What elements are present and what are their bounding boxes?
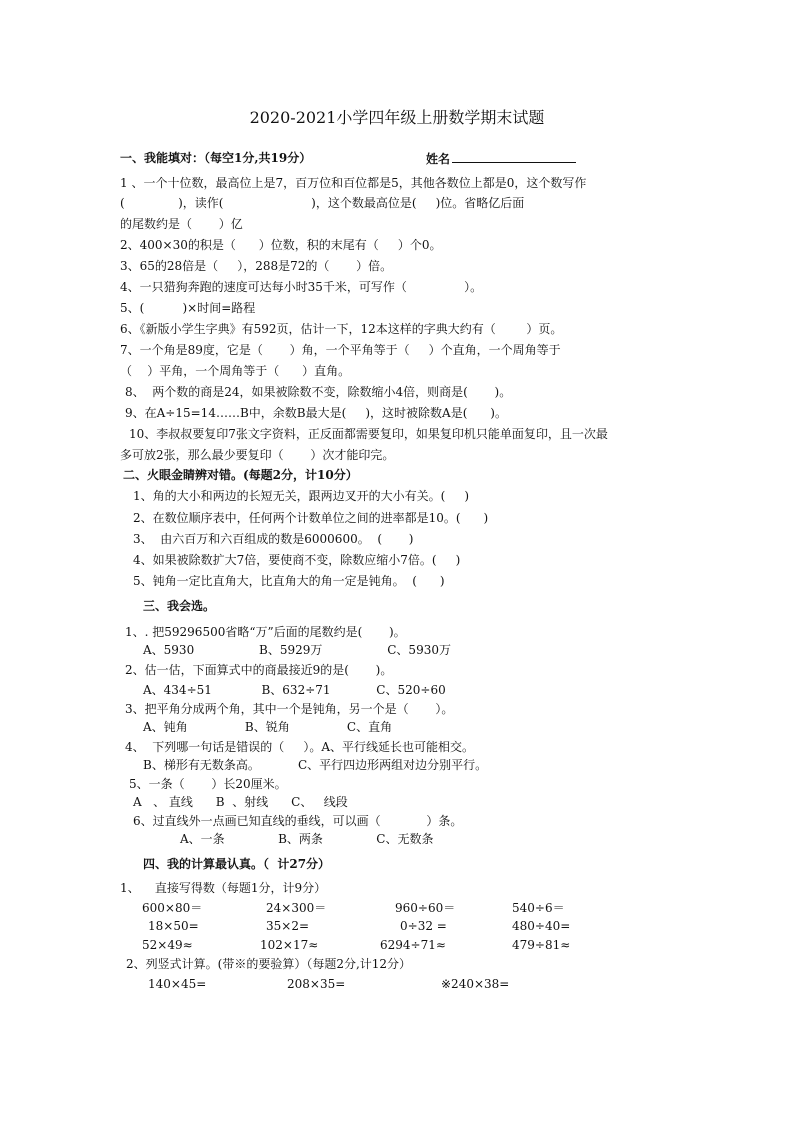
- s1-line: 6、《新版小学生字典》有592页，估计一下，12本这样的字典大约有（ ）页。: [120, 322, 563, 336]
- s2-line: 5、钝角一定比直角大，比直角大的角一定是钝角。 ( ): [133, 574, 445, 588]
- s3-line: 2、估一估，下面算式中的商最接近9的是( )。: [125, 663, 393, 677]
- oral-calc: 480÷40=: [512, 919, 571, 933]
- s1-line: 的尾数约是（ ）亿: [120, 217, 243, 231]
- name-label: 姓名: [426, 152, 451, 166]
- s2-line: 4、如果被除数扩大7倍，要使商不变，除数应缩小7倍。( ): [133, 553, 461, 567]
- section2-heading: 二、火眼金睛辨对错。(每题2分，计10分）: [123, 468, 358, 482]
- s3-line: 6、过直线外一点画已知直线的垂线，可以画（ ）条。: [133, 814, 463, 828]
- oral-calc: 540÷6＝: [512, 901, 565, 915]
- s1-line: 7、一个角是89度，它是（ ）角，一个平角等于（ ）个直角，一个周角等于: [120, 343, 561, 357]
- s1-line: 10、李叔叔要复印7张文字资料，正反面都需要复印，如果复印机只能单面复印，且一次最: [129, 427, 608, 441]
- s3-line: 1、. 把59296500省略“万”后面的尾数约是( )。: [125, 625, 406, 639]
- section3-heading: 三、我会选。: [143, 599, 216, 613]
- s1-line: 8、 两个数的商是24，如果被除数不变，除数缩小4倍，则商是( )。: [125, 385, 512, 399]
- section4-heading: 四、我的计算最认真。（ 计27分）: [143, 857, 331, 871]
- vertical-calc: ※240×38=: [441, 977, 510, 991]
- s3-line: 4、 下列哪一句话是错误的（ ）。A、平行线延长也可能相交。: [125, 740, 475, 754]
- oral-calc: 35×2=: [266, 919, 310, 933]
- s3-options: A、一条 B、两条 C、无数条: [180, 832, 434, 846]
- s2-line: 1、角的大小和两边的长短无关，跟两边叉开的大小有关。( ): [133, 489, 470, 503]
- s1-line: （ ）平角，一个周角等于（ ）直角。: [120, 364, 351, 378]
- s2-line: 3、 由六百万和六百组成的数是6000600。 ( ): [133, 532, 414, 546]
- s3-options: A、钝角 B、锐角 C、直角: [143, 720, 393, 734]
- name-blank-line: [452, 150, 576, 163]
- s3-options: B、梯形有无数条高。 C、平行四边形两组对边分别平行。: [143, 758, 488, 772]
- s3-options: A、5930 B、5929万 C、5930万: [143, 643, 451, 657]
- s3-line: 5、一条（ ）长20厘米。: [129, 777, 287, 791]
- oral-calc: 600×80＝: [142, 901, 203, 915]
- oral-calc: 52×49≈: [142, 938, 193, 952]
- s1-line: 5、( )×时间=路程: [120, 301, 256, 315]
- vertical-calc: 140×45=: [148, 977, 207, 991]
- oral-calc: 102×17≈: [260, 938, 319, 952]
- s2-line: 2、在数位顺序表中，任何两个计数单位之间的进率都是10。( ): [133, 511, 489, 525]
- section1-heading: 一、我能填对：（每空1分,共19分）: [120, 151, 312, 165]
- s1-line: 3、65的28倍是（ ），288是72的（ ）倍。: [120, 259, 393, 273]
- vertical-calc: 208×35=: [287, 977, 346, 991]
- oral-calc: 18×50=: [148, 919, 199, 933]
- name-field-label: [426, 150, 576, 167]
- s1-line: 1 、一个十位数，最高位上是7，百万位和百位都是5，其他各数位上都是0，这个数写作: [120, 176, 587, 190]
- s1-line: 9、在A÷15=14……B中，余数B最大是( )，这时被除数A是( )。: [125, 406, 507, 420]
- oral-calc: 6294÷71≈: [380, 938, 446, 952]
- s4-sub2: 2、列竖式计算。(带※的要验算）（每题2分,计12分）: [126, 957, 412, 971]
- oral-calc: 0÷32 =: [400, 919, 447, 933]
- oral-calc: 960÷60＝: [395, 901, 456, 915]
- s1-line: ( )，读作( )，这个数最高位是( )位。省略亿后面: [120, 196, 525, 210]
- page-title: 2020-2021小学四年级上册数学期末试题: [249, 108, 545, 127]
- s1-line: 4、一只猎狗奔跑的速度可达每小时35千米，可写作（ ）。: [120, 280, 483, 294]
- s3-line: 3、把平角分成两个角，其中一个是钝角，另一个是（ ）。: [125, 702, 454, 716]
- s3-options: A 、 直线 B 、射线 C、 线段: [133, 795, 348, 809]
- s4-sub1: 1、 直接写得数（每题1分，计9分）: [120, 881, 327, 895]
- oral-calc: 24×300＝: [266, 901, 327, 915]
- s1-line: 2、400×30的积是（ ）位数，积的末尾有（ ）个0。: [120, 238, 442, 252]
- s3-options: A、434÷51 B、632÷71 C、520÷60: [143, 683, 446, 697]
- s1-line: 多可放2张，那么最少要复印（ ）次才能印完。: [120, 448, 395, 462]
- oral-calc: 479÷81≈: [512, 938, 571, 952]
